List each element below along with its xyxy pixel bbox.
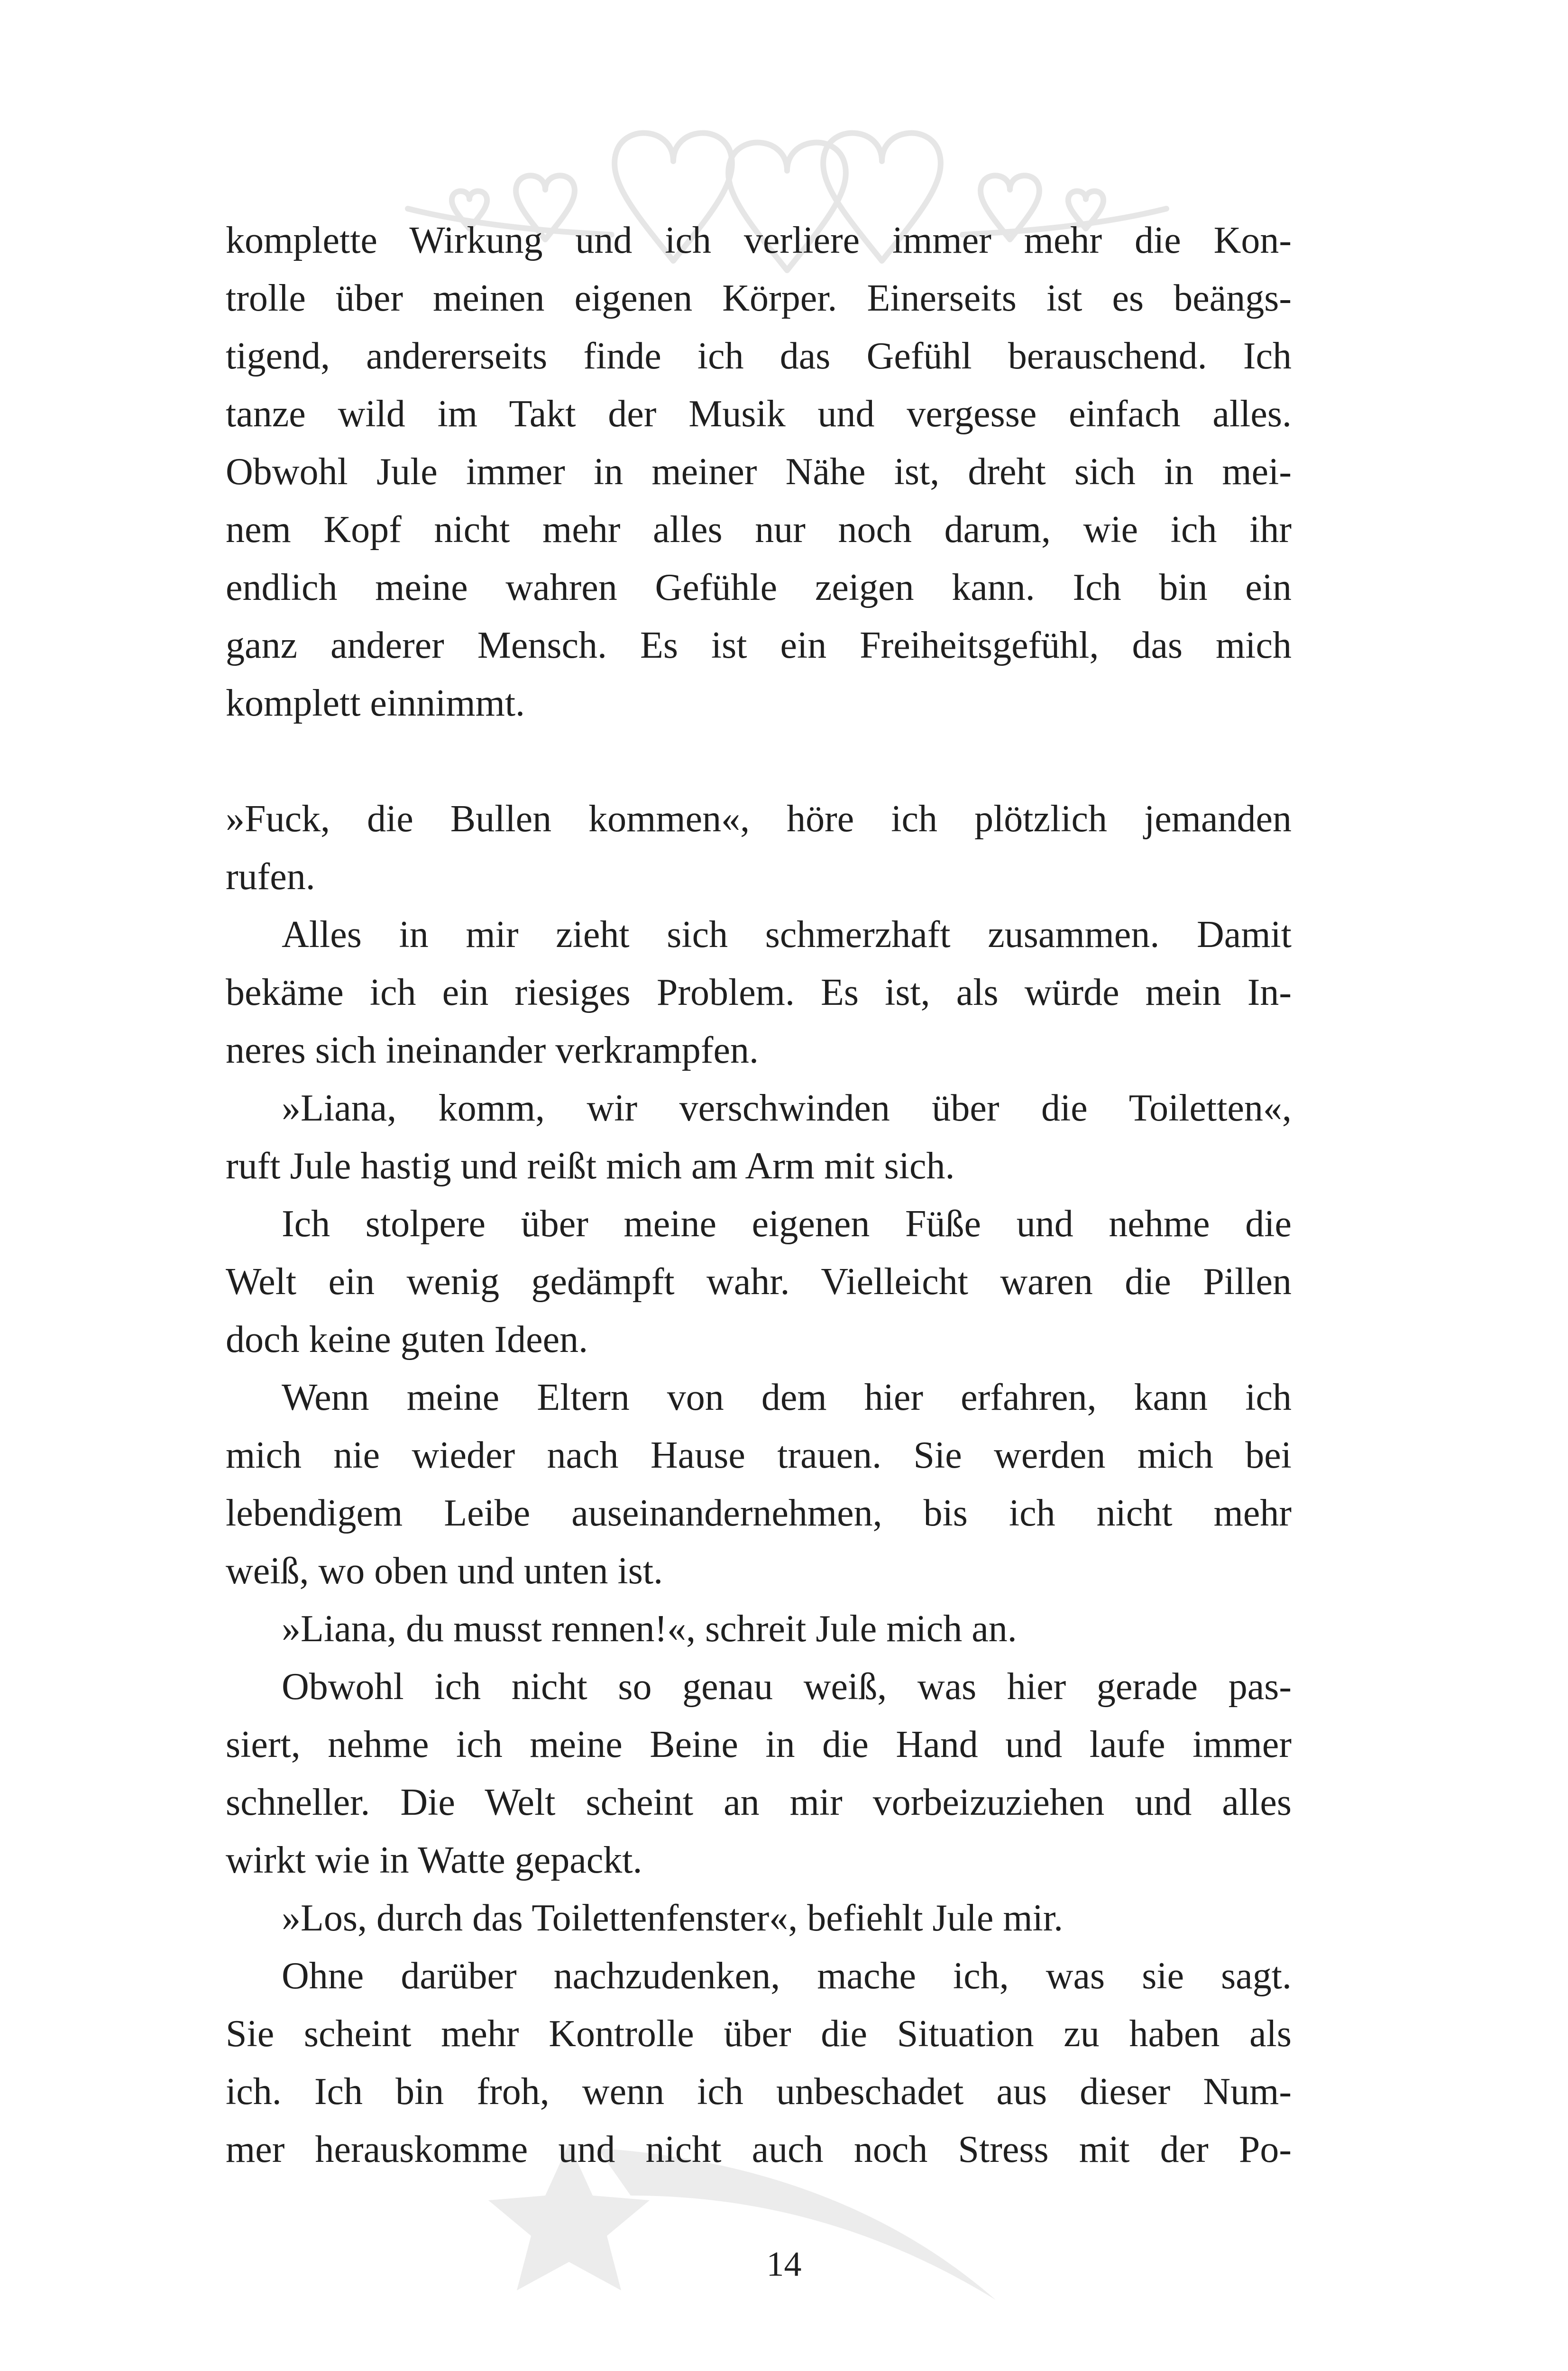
text-line: »Los, durch das Toilettenfenster«, befiehlt Jule mir. [282,1897,1064,1939]
text-line: lebendigem Leibe auseinandernehmen, bis ich nicht mehr [226,1492,1292,1534]
paragraph [226,1889,1292,1947]
text-line: rufen. [226,856,315,898]
text-line: Welt ein wenig gedämpft wahr. Vielleicht waren die Pillen [226,1261,1292,1303]
text-line: doch keine guten Ideen. [226,1319,588,1360]
text-line: tigend, andererseits finde ich das Gefühl berauschend. Ich [226,335,1292,377]
text-line: nem Kopf nicht mehr alles nur noch darum, wie ich ihr [226,509,1292,551]
text-line: Obwohl Jule immer in meiner Nähe ist, dreht sich in mei- [226,451,1292,493]
text-line: ich. Ich bin froh, wenn ich unbeschadet aus dieser Num- [226,2071,1292,2113]
scene-break [226,732,1292,790]
text-line: ruft Jule hastig und reißt mich am Arm mit sich. [226,1145,955,1187]
text-line: Ohne darüber nachzudenken, mache ich, was sie sagt. [282,1955,1292,1997]
text-line: tanze wild im Takt der Musik und vergesse einfach alles. [226,393,1292,435]
page-number: 14 [766,2245,802,2284]
text-line: bekäme ich ein riesiges Problem. Es ist, als würde mein In- [226,972,1292,1013]
text-line: neres sich ineinander verkrampfen. [226,1029,759,1071]
paragraph [226,1600,1292,1658]
text-line: Obwohl ich nicht so genau weiß, was hier gerade pas- [282,1666,1292,1708]
paragraph [226,790,1292,906]
text-line: trolle über meinen eigenen Körper. Einerseits ist es beängs- [226,277,1292,319]
paragraph [226,1195,1292,1369]
text-line: ganz anderer Mensch. Es ist ein Freiheitsgefühl, das mich [226,625,1292,666]
text-line: schneller. Die Welt scheint an mir vorbeizuziehen und alles [226,1782,1292,1823]
text-line: komplett einnimmt. [226,682,525,724]
text-line: Ich stolpere über meine eigenen Füße und nehme die [282,1203,1292,1245]
text-line: komplette Wirkung und ich verliere immer mehr die Kon- [226,220,1292,261]
paragraph [226,906,1292,1079]
text-line: mer herauskomme und nicht auch noch Stress mit der Po- [226,2129,1292,2170]
text-line: »Liana, du musst rennen!«, schreit Jule mich an. [282,1608,1017,1650]
text-line: mich nie wieder nach Hause trauen. Sie werden mich bei [226,1434,1292,1476]
text-line: »Fuck, die Bullen kommen«, höre ich plötzlich jemanden [226,798,1292,840]
paragraph [226,1947,1292,2178]
text-line: wirkt wie in Watte gepackt. [226,1839,642,1881]
text-line: endlich meine wahren Gefühle zeigen kann. Ich bin ein [226,567,1292,608]
body-text [226,211,1292,2178]
text-line: siert, nehme ich meine Beine in die Hand und laufe immer [226,1724,1292,1765]
paragraph [226,1369,1292,1600]
paragraph [226,1079,1292,1195]
text-line: »Liana, komm, wir verschwinden über die Toiletten«, [282,1087,1292,1129]
paragraph [226,1658,1292,1889]
paragraph [226,211,1292,732]
text-line: Sie scheint mehr Kontrolle über die Situation zu haben als [226,2013,1292,2055]
text-line: Wenn meine Eltern von dem hier erfahren, kann ich [282,1377,1292,1418]
text-line: weiß, wo oben und unten ist. [226,1550,663,1592]
text-line: Alles in mir zieht sich schmerzhaft zusammen. Damit [282,914,1292,956]
